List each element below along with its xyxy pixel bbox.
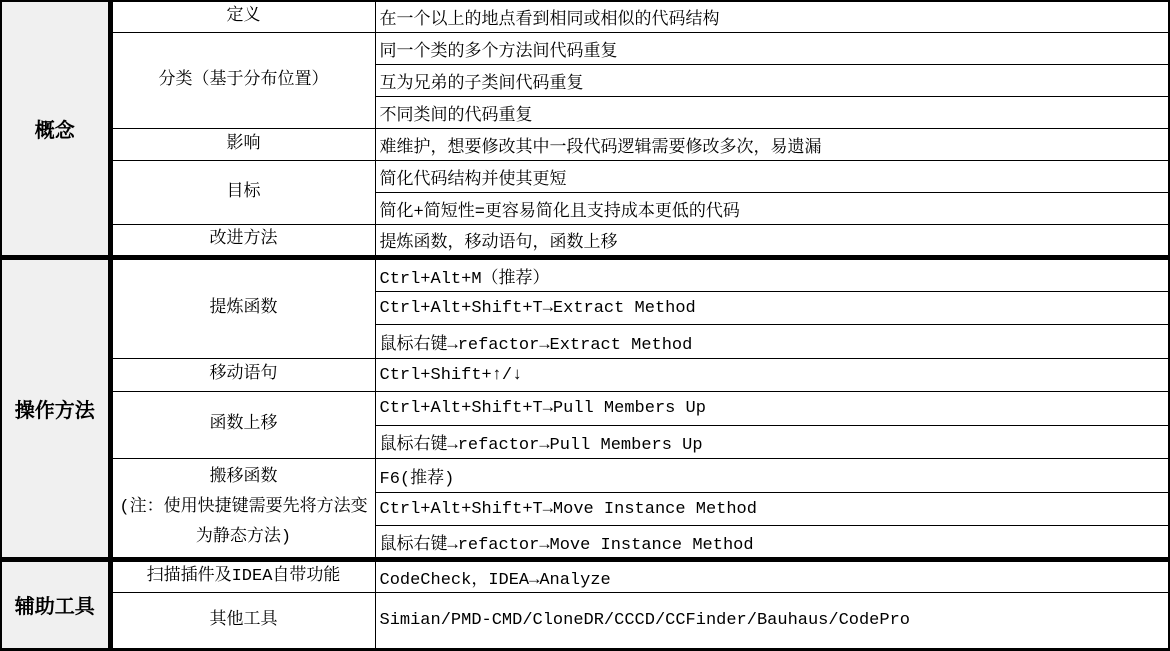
value-cell: 鼠标右键→refactor→Pull Members Up — [375, 425, 1169, 458]
value-cell: Ctrl+Alt+Shift+T→Extract Method — [375, 291, 1169, 324]
value-cell: 提炼函数，移动语句，函数上移 — [375, 225, 1169, 258]
subcat-move-statement: 移动语句 — [110, 358, 375, 391]
value-cell: 同一个类的多个方法间代码重复 — [375, 33, 1169, 65]
value-cell: 难维护，想要修改其中一段代码逻辑需要修改多次，易遗漏 — [375, 129, 1169, 161]
category-concept: 概念 — [1, 1, 110, 258]
subcat-move-function — [110, 459, 375, 559]
value-cell: Ctrl+Alt+Shift+T→Move Instance Method — [375, 492, 1169, 525]
subcat-other-tools: 其他工具 — [110, 593, 375, 650]
subcat-impact: 影响 — [110, 129, 375, 161]
subcat-move-function-note: (注：使用快捷键需要先将方法变为静态方法) — [119, 498, 368, 547]
category-tools: 辅助工具 — [1, 559, 110, 649]
subcat-move-function-label: 搬移函数 — [209, 468, 278, 488]
value-cell: 在一个以上的地点看到相同或相似的代码结构 — [375, 1, 1169, 33]
value-cell: 鼠标右键→refactor→Move Instance Method — [375, 526, 1169, 559]
value-cell: 简化代码结构并使其更短 — [375, 161, 1169, 193]
subcat-pull-members-up: 函数上移 — [110, 392, 375, 459]
subcat-scan-plugin: 扫描插件及IDEA自带功能 — [110, 559, 375, 592]
value-cell: Ctrl+Alt+Shift+T→Pull Members Up — [375, 392, 1169, 425]
value-cell: CodeCheck，IDEA→Analyze — [375, 559, 1169, 592]
subcat-goal: 目标 — [110, 161, 375, 225]
category-operations: 操作方法 — [1, 258, 110, 559]
value-cell: 鼠标右键→refactor→Extract Method — [375, 325, 1169, 358]
value-cell: 互为兄弟的子类间代码重复 — [375, 65, 1169, 97]
value-cell: Simian/PMD-CMD/CloneDR/CCCD/CCFinder/Bauhaus/CodePro — [375, 593, 1169, 650]
value-cell: Ctrl+Alt+M（推荐） — [375, 258, 1169, 291]
subcat-classification: 分类（基于分布位置） — [110, 33, 375, 129]
subcat-improvement: 改进方法 — [110, 225, 375, 258]
value-cell: 不同类间的代码重复 — [375, 97, 1169, 129]
value-cell: F6(推荐) — [375, 459, 1169, 492]
subcat-extract-method: 提炼函数 — [110, 258, 375, 358]
value-cell: Ctrl+Shift+↑/↓ — [375, 358, 1169, 391]
value-cell: 简化+简短性=更容易简化且支持成本更低的代码 — [375, 193, 1169, 225]
subcat-definition: 定义 — [110, 1, 375, 33]
